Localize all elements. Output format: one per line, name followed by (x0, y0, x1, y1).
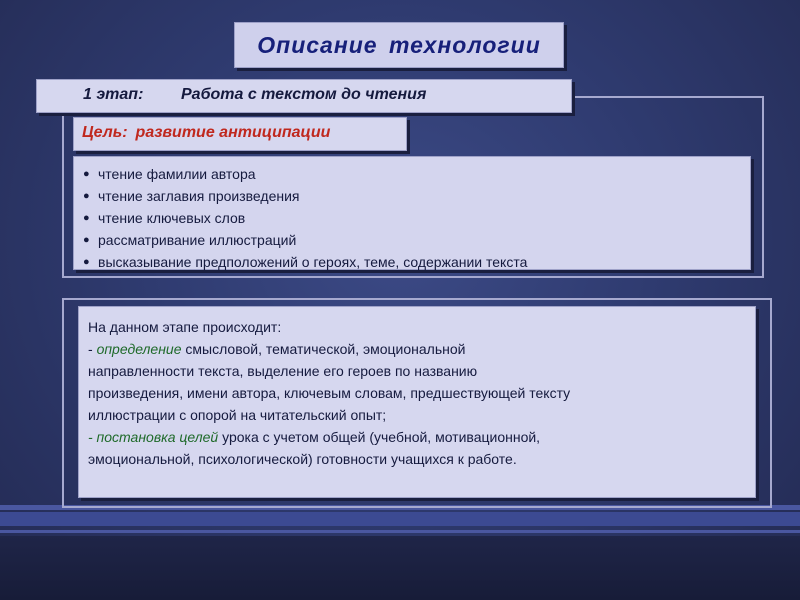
info-box (78, 306, 756, 498)
list-item: ● чтение заглавия произведения (74, 185, 750, 207)
stage-number: 1 этап: (83, 86, 144, 103)
list-item: ● чтение фамилии автора (74, 163, 750, 185)
list-item: ● рассматривание иллюстраций (74, 229, 750, 251)
goal-text: развитие антиципации (135, 124, 331, 141)
info-intro: На данном этапе происходит: (88, 319, 282, 335)
highlight-definition: определение (96, 341, 182, 357)
goal-line (82, 124, 330, 142)
footer-stripe (0, 512, 800, 526)
info-line: - определение смысловой, тематической, эмоциональной (88, 341, 466, 357)
bullet-icon: ● (83, 168, 90, 180)
bullet-icon: ● (83, 256, 90, 268)
bullet-icon: ● (83, 190, 90, 202)
bullet-icon: ● (83, 212, 90, 224)
info-line: эмоциональной, психологической) готовности учащихся к работе. (88, 451, 517, 467)
stage-title: Работа с текстом до чтения (181, 86, 427, 103)
goal-box (73, 117, 407, 151)
activity-list-box (73, 156, 751, 270)
footer-band (0, 536, 800, 600)
info-line: иллюстрации с опорой на читательский опыт; (88, 407, 387, 423)
list-item: ● высказывание предположений о героях, теме, содержании текста (74, 251, 750, 273)
list-item: ● чтение ключевых слов (74, 207, 750, 229)
info-line: произведения, имени автора, ключевым словам, предшествующей тексту (88, 385, 571, 401)
highlight-goal-setting: - постановка целей (88, 429, 219, 445)
goal-label: Цель: (82, 124, 128, 141)
slide-title: Описание технологии (257, 31, 541, 58)
footer-stripe (0, 530, 800, 533)
bullet-icon: ● (83, 234, 90, 246)
slide-title-box (234, 22, 564, 68)
stage-header (36, 79, 572, 113)
info-line: направленности текста, выделение его героев по названию (88, 363, 478, 379)
info-line: - постановка целей урока с учетом общей (учебной, мотивационной, (88, 429, 541, 445)
info-text (88, 316, 752, 470)
activity-list (74, 157, 750, 273)
